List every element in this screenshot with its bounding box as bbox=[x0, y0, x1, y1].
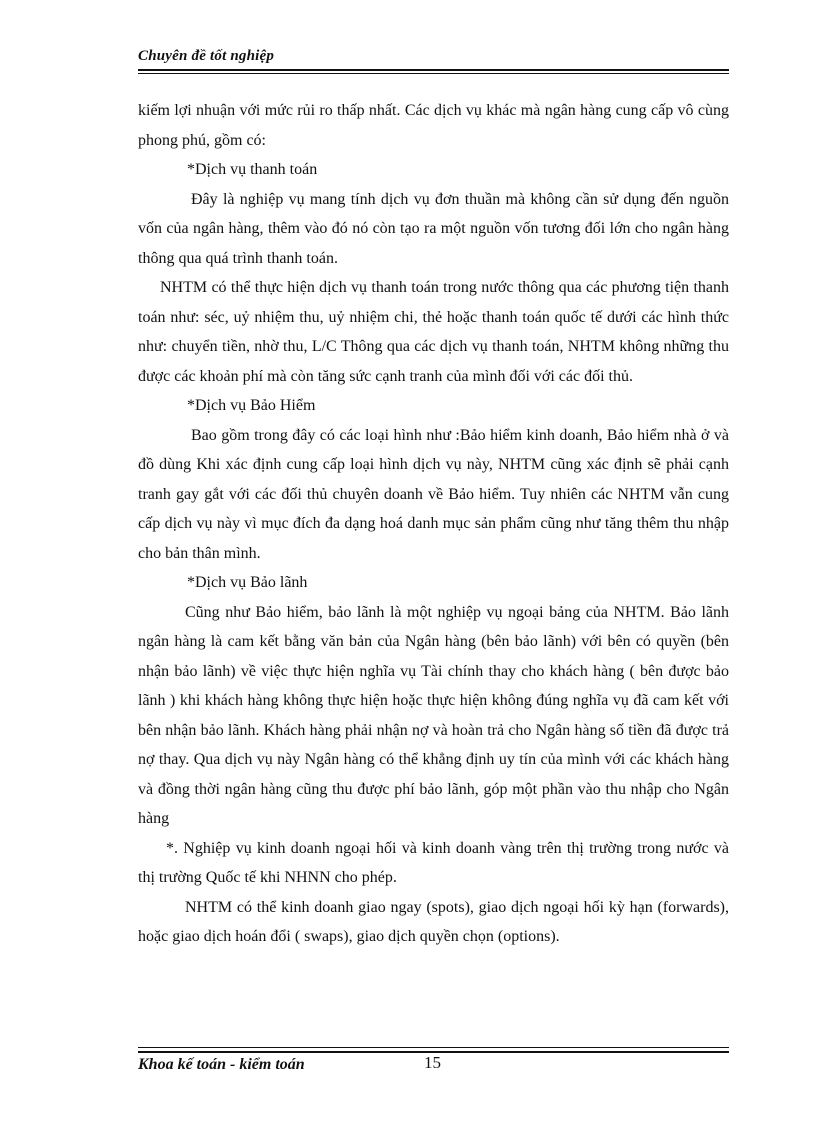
page-number: 15 bbox=[424, 1053, 441, 1072]
paragraph-payment-detail: NHTM có thể thực hiện dịch vụ thanh toán trong nước thông qua các phương tiện thanh toán như: séc, uỷ nhiệm thu, uỷ nhiệm chi, thẻ hoặc thanh toán quốc tế dưới các hình thức như: chuyển tiền, nhờ thu, L/C Thông qua các dịch vụ thanh toán, NHTM không những thu được các khoản phí mà còn tăng sức cạnh tranh của mình đối với các đối thủ. bbox=[138, 279, 729, 385]
paragraph-forex-types: NHTM có thể kinh doanh giao ngay (spots), giao dịch ngoại hối kỳ hạn (forwards), hoặc giao dịch hoán đổi ( swaps), giao dịch quyền chọn (options). bbox=[138, 898, 729, 945]
paragraph-payment-desc: Đây là nghiệp vụ mang tính dịch vụ đơn thuần mà không cần sử dụng đến nguồn vốn của ngân hàng, thêm vào đó nó còn tạo ra một nguồn vốn tương đối lớn cho ngân hàng thông qua quá trình thanh toán. bbox=[138, 190, 729, 267]
heading-guarantee-service: *Dịch vụ Bảo lãnh bbox=[187, 574, 308, 591]
paragraph-forex-gold: *. Nghiệp vụ kinh doanh ngoại hối và kinh doanh vàng trên thị trường trong nước và thị trường Quốc tế khi NHNN cho phép. bbox=[138, 839, 729, 886]
paragraph-guarantee: Cũng như Bảo hiểm, bảo lãnh là một nghiệp vụ ngoại bảng của NHTM. Bảo lãnh ngân hàng là cam kết bằng văn bản của Ngân hàng (bên bảo lãnh) với bên có quyền (bên nhận bảo lãnh) về việc thực hiện nghĩa vụ Tài chính thay cho khách hàng ( bên được bảo lãnh ) khi khách hàng không thực hiện hoặc thực hiện không đúng nghĩa vụ đã cam kết với bên nhận bảo lãnh. Khách hàng phải nhận nợ và hoàn trả cho Ngân hàng số tiền đã được trả nợ thay. Qua dịch vụ này Ngân hàng có thể khẳng định uy tín của mình với các khách hàng và đồng thời ngân hàng cũng thu được phí bảo lãnh, góp một phần vào thu nhập cho Ngân hàng bbox=[138, 603, 729, 827]
page-footer-title: Khoa kế toán - kiểm toán bbox=[138, 1056, 305, 1073]
paragraph-insurance: Bao gồm trong đây có các loại hình như :Bảo hiểm kinh doanh, Bảo hiểm nhà ở và đồ dùng Khi xác định cung cấp loại hình dịch vụ này, NHTM cũng xác định sẽ phải cạnh tranh gay gắt với các đối thủ chuyên doanh về Bảo hiểm. Tuy nhiên các NHTM vẫn cung cấp dịch vụ này vì mục đích đa dạng hoá danh mục sản phẩm cũng như tăng thêm thu nhập cho bản thân mình. bbox=[138, 426, 729, 562]
header-rule-thin bbox=[138, 73, 729, 74]
paragraph-intro: kiếm lợi nhuận với mức rủi ro thấp nhất. Các dịch vụ khác mà ngân hàng cung cấp vô cùng phong phú, gồm có: bbox=[138, 102, 729, 149]
header-rule-thick bbox=[138, 69, 729, 71]
page-header-title: Chuyên đề tốt nghiệp bbox=[138, 48, 275, 64]
heading-insurance-service: *Dịch vụ Bảo Hiểm bbox=[187, 397, 316, 414]
heading-payment-service: *Dịch vụ thanh toán bbox=[187, 161, 318, 178]
footer-rule-thin bbox=[138, 1047, 729, 1048]
body-text bbox=[138, 96, 729, 952]
